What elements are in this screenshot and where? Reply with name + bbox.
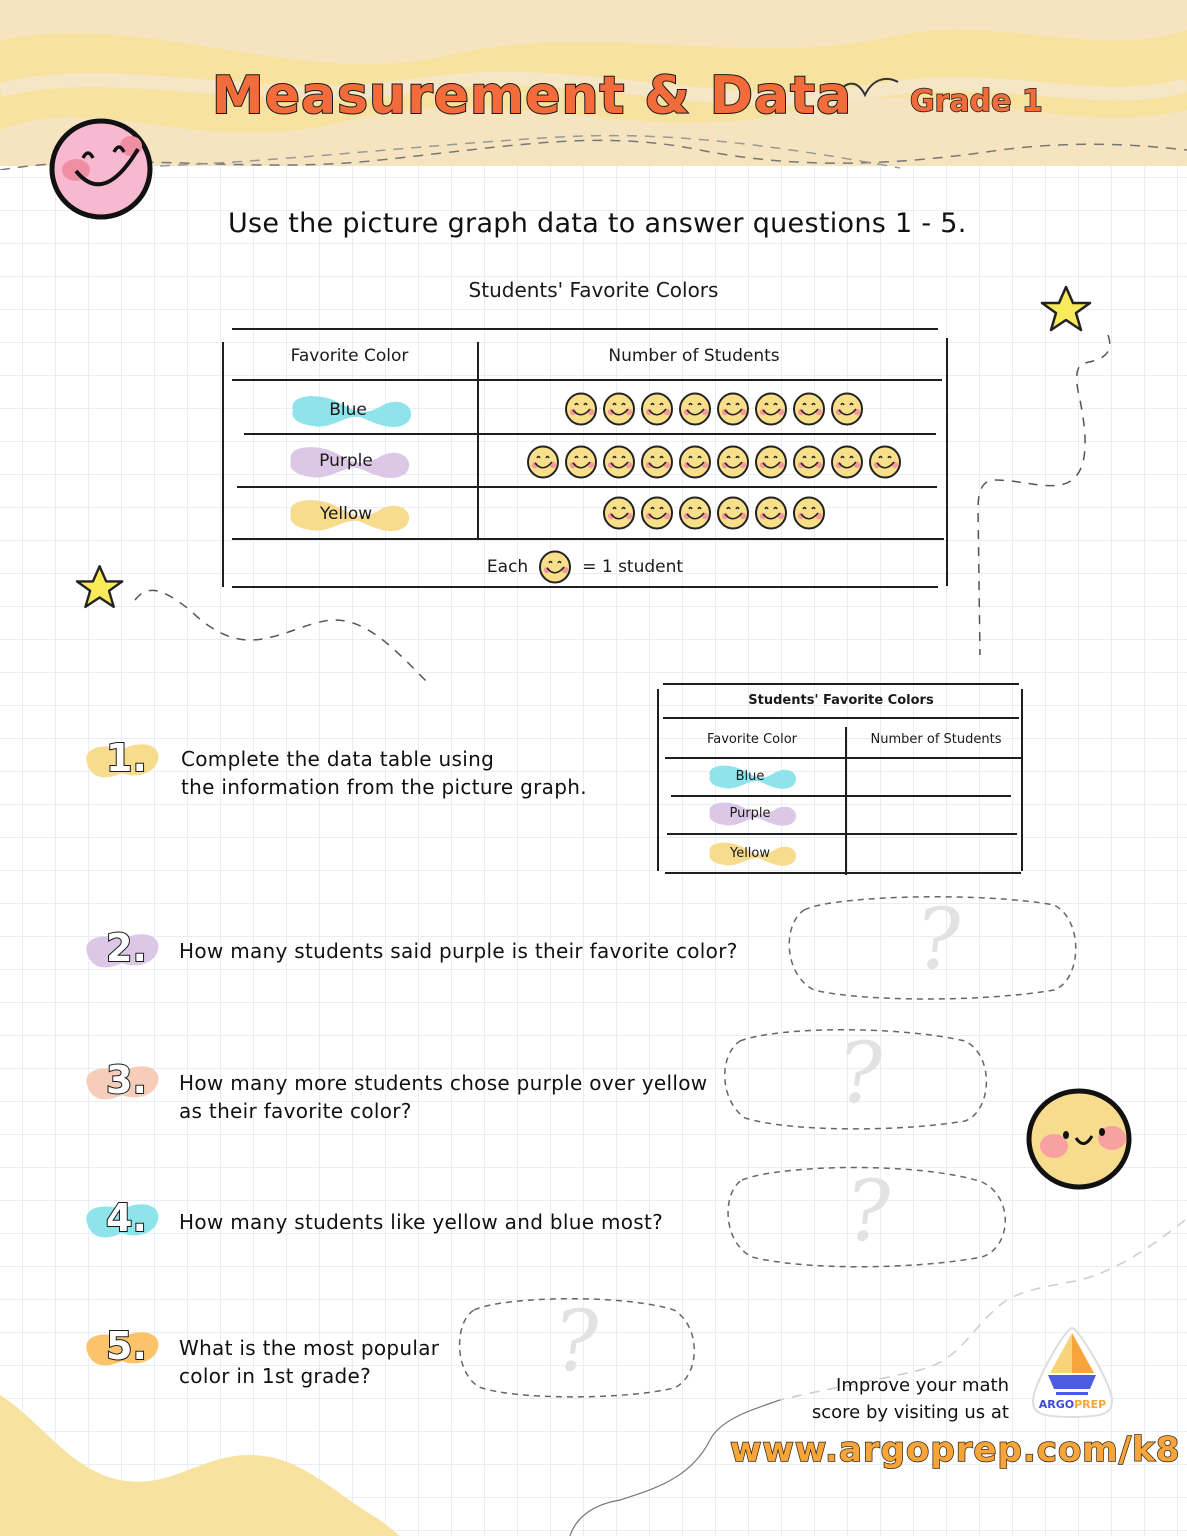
dt-header-favorite-color: Favorite Color [706,732,798,747]
smiley-icon [830,392,864,426]
smiley-icon [716,445,750,479]
question-mark-icon: ? [909,890,968,988]
dt-label-yellow: Yellow [699,838,801,868]
promo-text: Improve your math score by visiting us at [811,1375,1009,1423]
smiley-icon [716,496,750,530]
instruction-text: Use the picture graph data to answer questions 1 - 5. [228,208,967,239]
question-4-text: How many students like yellow and blue most? [179,1210,664,1234]
smiley-icon [678,445,712,479]
question-mark-icon: ? [831,1024,890,1122]
smiley-icon [640,496,674,530]
question-mark-icon: ? [547,1292,606,1390]
smiley-icon [602,496,636,530]
smiley-row-blue [479,392,949,426]
smiley-icon [754,445,788,479]
header-number-of-students: Number of Students [608,346,780,366]
label-yellow: Yellow [276,494,416,534]
decorative-wave [0,1380,560,1536]
question-1-text: Complete the data table using the information from the picture graph. [181,747,587,799]
pink-smiley-icon [46,116,156,222]
answer-box-2[interactable] [784,890,1082,1002]
dashed-path-left [130,585,440,695]
smiley-icon [792,496,826,530]
smiley-icon [640,445,674,479]
label-purple: Purple [276,441,416,481]
label-blue: Blue [278,390,418,430]
smiley-icon [830,445,864,479]
dt-input-purple[interactable] [849,798,1017,830]
question-2-text: How many students said purple is their favorite color? [179,939,738,963]
smiley-row-yellow [479,496,949,530]
dt-input-yellow[interactable] [849,836,1017,868]
answer-box-3[interactable] [720,1026,992,1132]
grade-label: Grade 1 [910,84,1043,119]
question-5-number: 5. [82,1326,162,1376]
picture-graph-title: Students' Favorite Colors [468,278,719,302]
header-favorite-color: Favorite Color [290,346,409,366]
question-4-number: 4. [82,1198,162,1248]
smiley-icon [678,392,712,426]
smiley-icon [754,392,788,426]
smiley-icon [678,496,712,530]
page-title: Measurement & Data [212,66,853,126]
question-2-number: 2. [82,928,162,978]
smiley-row-purple [479,445,949,479]
question-mark-icon: ? [839,1162,898,1260]
smiley-icon [564,445,598,479]
smiley-icon [754,496,788,530]
website-link[interactable]: www.argoprep.com/k8 [730,1430,1181,1470]
question-3-number: 3. [82,1060,162,1110]
smiley-icon [716,392,750,426]
question-1-number: 1. [82,738,162,788]
dt-input-blue[interactable] [849,761,1017,793]
smiley-icon [602,392,636,426]
dt-label-blue: Blue [699,761,801,791]
smiley-icon [602,445,636,479]
star-icon [75,562,127,614]
smiley-icon [526,445,560,479]
dt-header-number-of-students: Number of Students [870,732,1002,747]
dt-label-purple: Purple [699,798,801,828]
smiley-icon [640,392,674,426]
data-table [657,683,1025,875]
logo-text: ARGOPREP [1038,1398,1107,1411]
smiley-icon [564,392,598,426]
question-3-text: How many more students chose purple over yellow as their favorite color? [179,1071,708,1123]
data-table-title: Students' Favorite Colors [748,693,934,708]
smiley-icon [538,550,572,584]
picture-graph [222,328,948,590]
smiley-icon [792,392,826,426]
dashed-path-right [960,330,1120,660]
smiley-icon [868,445,902,479]
picture-graph-key: Each = 1 student [222,550,948,584]
question-5-text: What is the most popular color in 1st grade? [179,1336,440,1388]
smiley-icon [792,445,826,479]
